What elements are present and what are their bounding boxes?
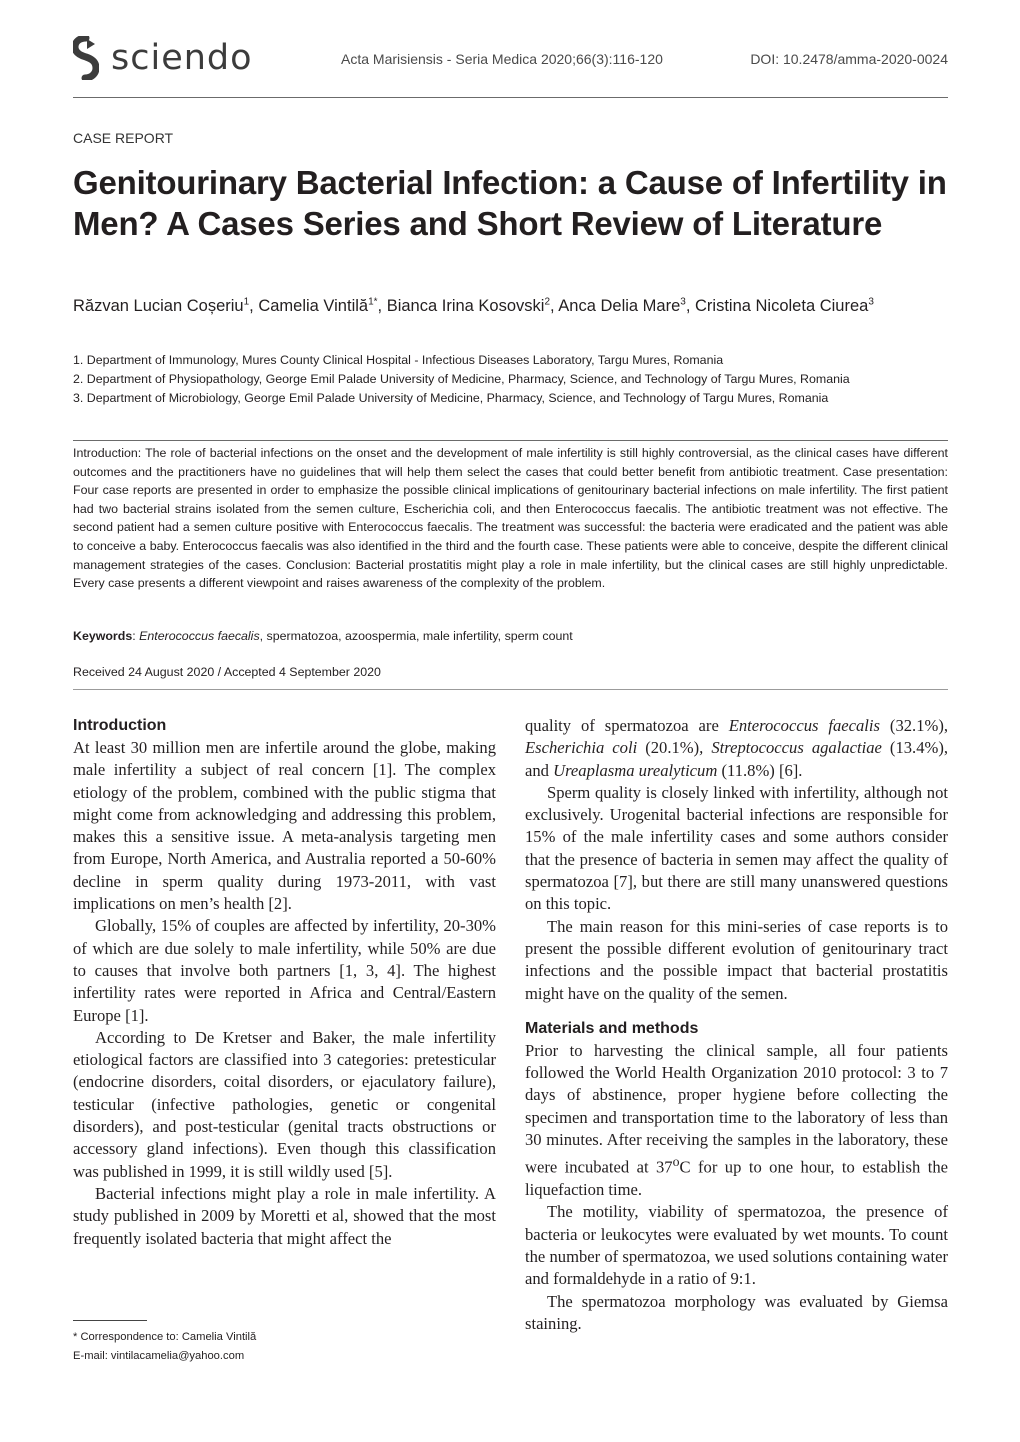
author-list <box>73 291 948 317</box>
right-column <box>525 715 948 1335</box>
paragraph: Prior to harvesting the clinical sample, all four patients followed the World Health Organization 2010 protocol: 3 to 7 days of abstinence, proper hygiene before collecting the specimen and transportation time to the laboratory of less than 30 minutes. After receiving the samples in the laboratory, these were incubated at 37$^o$C for up to one hour, to establish the liquefaction time. <box>525 1040 948 1200</box>
header-divider <box>73 97 948 98</box>
paragraph: At least 30 million men are infertile around the globe, making male infertility a subject of real concern [1]. The complex etiology of the problem, combined with the public stigma that might come from acknowledging and addressing this problem, makes this a sensitive issue. A meta-analysis targeting men from Europe, North America, and Australia reported a 50-60% decline in sperm quality during 1973-2011, with vast implications on men’s health [2]. <box>73 738 496 914</box>
section-heading-introduction: Introduction <box>73 717 167 734</box>
paragraph: The main reason for this mini-series of case reports is to present the possible different evolution of genitourinary tract infections and the possible impact that bacterial prostatitis might have on the quality of the semen. <box>525 916 948 1003</box>
paragraph: The spermatozoa morphology was evaluated by Giemsa staining. <box>525 1291 948 1333</box>
keywords: Keywords: Enterococcus faecalis, spermatozoa, azoospermia, male infertility, sperm count <box>73 629 573 643</box>
paragraph: According to De Kretser and Baker, the male infertility etiological factors are classified into 3 categories: pretesticular (endocrine disorders, coital disorders, or ejaculatory failure), testicular (infective pathologies, genetic or congenital disorders), and post-testicular (genital tracts obstructions or accessory gland infections). Even though this classification was published in 1999, it is still wildly used [5]. <box>73 1027 496 1181</box>
sciendo-s-icon <box>73 36 99 80</box>
correspondence-note: * Correspondence to: Camelia Vintilă <box>73 1331 257 1343</box>
paragraph: quality of spermatozoa are Enterococcus faecalis (32.1%), Escherichia coli (20.1%), Streptococcus agalactiae (13.4%), and Ureaplasma urealyticum (11.8%) [6]. <box>525 716 948 780</box>
received-dates: Received 24 August 2020 / Accepted 4 September 2020 <box>73 665 381 679</box>
affiliation: 1. Department of Immunology, Mures County Clinical Hospital - Infectious Diseases Laboratory, Targu Mures, Romania <box>73 353 724 367</box>
affiliation: 3. Department of Microbiology, George Emil Palade University of Medicine, Pharmacy, Science, and Technology of Targu Mures, Romania <box>73 391 829 405</box>
abstract: Introduction: The role of bacterial infections on the onset and the development of male infertility is still highly controversial, as the clinical cases have different outcomes and the practitioners have no guidelines that will help them select the cases that could better benefit from antibiotic treatment. Case presentation: Four case reports are presented in order to emphasize the possible clinical implications of genitourinary bacterial infections on male infertility. The first patient had two bacterial strains isolated from the semen culture, Escherichia coli, and then Enterococcus faecalis. The antibiotic treatment was not effective. The second patient had a semen culture positive with Enterococcus faecalis. The treatment was successful: the bacteria were eradicated and the patient was able to conceive a baby. Enterococcus faecalis was also identified in the third and the fourth case. These patients were able to conceive, despite the different clinical management strategies of the cases. Conclusion: Bacterial prostatitis might play a role in male infertility, but the clinical cases are still highly unpredictable. Every case presents a different viewpoint and raises awareness of the complexity of the problem. <box>73 446 948 591</box>
left-column <box>73 715 496 1250</box>
doi-link[interactable]: DOI: 10.2478/amma-2020-0024 <box>750 51 948 67</box>
article-type: CASE REPORT <box>73 130 174 146</box>
keywords-label: Keywords <box>73 629 133 643</box>
section-heading-materials-methods: Materials and methods <box>525 1019 699 1037</box>
author: Cristina Nicoleta Ciurea$^3$ <box>695 296 874 315</box>
email-note[interactable]: E-mail: vintilacamelia@yahoo.com <box>73 1350 245 1362</box>
author: Anca Delia Mare$^3$, <box>558 296 695 315</box>
author: Răzvan Lucian Coșeriu$^1$, <box>73 296 259 315</box>
author: Bianca Irina Kosovski$^2$, <box>386 296 559 315</box>
affiliation: 2. Department of Physiopathology, George Emil Palade University of Medicine, Pharmacy, Science, and Technology of Targu Mures, Romania <box>73 372 850 386</box>
footnotes <box>73 1328 256 1366</box>
page-header <box>73 36 948 86</box>
paragraph: Bacterial infections might play a role in male infertility. A study published in 2009 by Moretti et al, showed that the most frequently isolated bacteria that might affect the <box>73 1183 496 1248</box>
article-title: Genitourinary Bacterial Infection: a Cause of Infertility in Men? A Cases Series and Short Review of Literature <box>73 164 947 242</box>
paragraph: The motility, viability of spermatozoa, the presence of bacteria or leukocytes were evaluated by wet mounts. To count the number of spermatozoa, we used solutions containing water and formaldehyde in a ratio of 9:1. <box>525 1202 948 1289</box>
author: Camelia Vintilă$^{1*}$, <box>258 296 387 315</box>
publisher-logo <box>73 36 253 80</box>
footnote-divider <box>73 1320 147 1321</box>
paragraph: Sperm quality is closely linked with infertility, although not exclusively. Urogenital bacterial infections are responsible for 15% of the male infertility cases and some authors consider that the presence of bacteria in semen may affect the quality of spermatozoa [7], but there are still many unanswered questions on this topic. <box>525 782 948 914</box>
journal-citation: Acta Marisiensis - Seria Medica 2020;66(3):116-120 <box>341 51 663 67</box>
abstract-divider <box>73 440 948 441</box>
body-divider <box>73 689 948 690</box>
paragraph: Globally, 15% of couples are affected by infertility, 20-30% of which are due solely to male infertility, while 50% are due to causes that involve both partners [1, 3, 4]. The highest infertility rates were reported in Africa and Central/Eastern Europe [1]. <box>73 916 496 1025</box>
affiliation-list <box>73 351 953 408</box>
logo-text: sciendo <box>111 38 253 78</box>
